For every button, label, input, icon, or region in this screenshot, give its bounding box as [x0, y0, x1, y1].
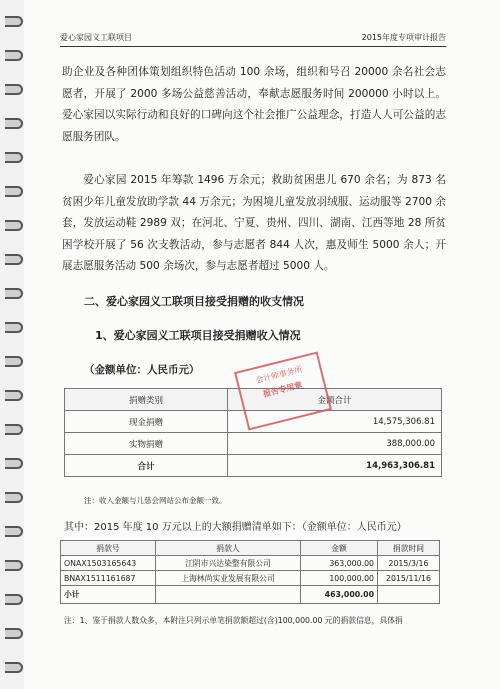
- cell-category: 现金捐赠: [65, 411, 228, 433]
- column-header: 捐赠类别: [65, 389, 228, 411]
- binder-ring: [5, 118, 23, 129]
- column-header: 捐款时间: [378, 541, 440, 556]
- intro-paragraph: 爱心家园 2015 年筹款 1496 万余元；救助贫困患儿 670 余名；为 873 名贫困少年儿童发放助学款 44 万余元；为困境儿童发放羽绒服、运动服等 2700 余套，发放运动鞋 2989 双；在河北、宁夏、贵州、四川、湖南、江西等地 28 所贫困学校开展了 56 次支教活动，参与志愿者 844 人次，惠及师生 5000 余人；开展志愿服务活动 500 余场次，参与志愿者超过 5000 人。: [62, 174, 446, 273]
- column-header: 捐款号: [61, 541, 156, 556]
- column-header: 捐款人: [156, 541, 301, 556]
- section-title: 二、爱心家园义工联项目接受捐赠的收支情况: [84, 295, 304, 308]
- cell-total-label: 合计: [65, 455, 228, 477]
- cell-empty: [378, 586, 440, 604]
- table-row: [61, 571, 440, 586]
- cell-amount: 363,000.00: [301, 556, 378, 571]
- cell-empty: [156, 586, 301, 604]
- binder-ring: [5, 492, 23, 503]
- binder-ring: [5, 424, 23, 435]
- binder-ring: [5, 254, 23, 265]
- subsection-title: 1、爱心家园义工联项目接受捐赠收入情况: [95, 329, 301, 342]
- cell-donation-id: ONAX1503165643: [61, 556, 156, 571]
- cell-date: 2015/11/16: [378, 571, 440, 586]
- donation-note: 注：1、鉴于捐款人数众多，本附注只列示单笔捐款额超过(含)100,000.00 元的捐款信息，具体捐: [64, 616, 403, 625]
- table-header-row: [61, 541, 440, 556]
- cell-total-label: 小计: [61, 586, 156, 604]
- binder-ring: [5, 390, 23, 401]
- donation-table: [60, 540, 440, 604]
- binder-ring: [5, 594, 23, 605]
- binder-ring: [5, 560, 23, 571]
- column-header: 金额: [301, 541, 378, 556]
- binder-ring: [5, 186, 23, 197]
- page-header: [60, 28, 446, 47]
- binder-ring: [5, 50, 23, 61]
- binder-ring: [5, 220, 23, 231]
- cell-donor: 上海林尚实业发展有限公司: [156, 571, 301, 586]
- binder-ring: [5, 16, 23, 27]
- binder-ring: [5, 628, 23, 639]
- table-total-row: [61, 586, 440, 604]
- cell-category: 实物捐赠: [65, 433, 228, 455]
- cell-total-amount: 463,000.00: [301, 586, 378, 604]
- cell-amount: 14,575,306.81: [228, 411, 442, 433]
- binder-ring: [5, 84, 23, 95]
- table-row: [61, 556, 440, 571]
- intro-paragraph: 助企业及各种团体策划组织特色活动 100 余场，组织和号召 20000 余名社会志愿者，开展了 2000 多场公益慈善活动，奉献志愿服务时间 200000 小时以上。爱心家园以实际行动和良好的口碑向这个社会推广公益理念，打造人人可公益的志愿服务团队。: [62, 66, 446, 143]
- binder-ring: [5, 662, 23, 673]
- binder-spine: [0, 0, 24, 689]
- binder-ring: [5, 288, 23, 299]
- header-project-name: 爱心家园义工联项目: [60, 33, 132, 42]
- unit-label: （金额单位：人民币元）: [84, 364, 200, 376]
- binder-ring: [5, 322, 23, 333]
- cell-total-amount: 14,963,306.81: [228, 455, 442, 477]
- table-total-row: [65, 455, 442, 477]
- cell-amount: 100,000.00: [301, 571, 378, 586]
- binder-ring: [5, 356, 23, 367]
- table-row: [65, 433, 442, 455]
- binder-ring: [5, 152, 23, 163]
- binder-ring: [5, 526, 23, 537]
- header-report-title: 2015年度专项审计报告: [361, 33, 446, 42]
- stamp-line: 会计师事务所: [254, 364, 304, 386]
- column-header: 金额合计: [228, 389, 442, 411]
- stamp-line: 报告专用章: [262, 380, 304, 399]
- cell-amount: 388,000.00: [228, 433, 442, 455]
- income-note: 注：收入金额与儿慈会网站公布金额一致。: [84, 496, 227, 505]
- cell-donation-id: BNAX1511161687: [61, 571, 156, 586]
- binder-ring: [5, 458, 23, 469]
- cell-date: 2015/3/16: [378, 556, 440, 571]
- large-donations-title: 其中：2015 年度 10 万元以上的大额捐赠清单如下：（金额单位：人民币元）: [64, 522, 407, 533]
- cell-donor: 江阴市兴达染整有限公司: [156, 556, 301, 571]
